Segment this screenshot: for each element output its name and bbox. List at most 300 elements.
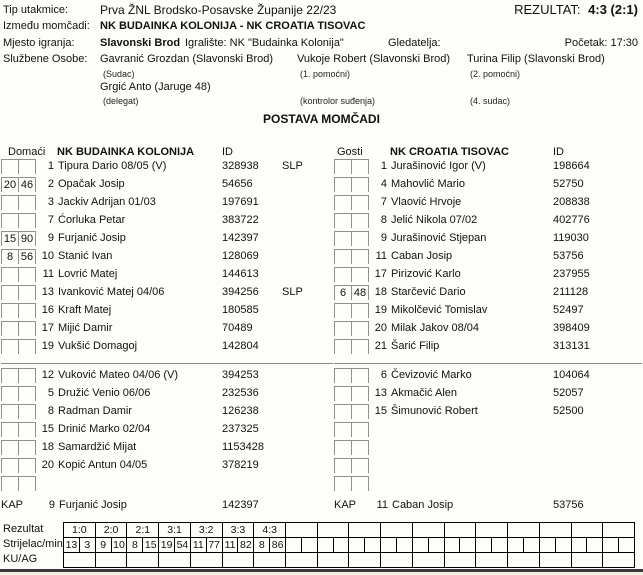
sub-in-minute-cell[interactable] [334,368,352,383]
scorer-pair-cell [254,538,286,553]
player-name: Milak Jakov 08/04 [391,322,480,334]
scorer-minute-cell[interactable] [334,538,350,553]
scorer-number-cell[interactable] [445,538,461,553]
scorer-minute-cell[interactable] [397,538,413,553]
scorer-pair-cell [603,538,635,553]
player-id: 53756 [553,250,584,262]
player-name: Mijić Damir [58,322,113,334]
scorer-pair-cell [413,538,445,553]
player-number: 11 [375,250,387,262]
kuag-row-label: KU/AG [3,553,38,565]
scorer-number-cell[interactable] [286,538,302,553]
sub-in-minute-cell[interactable]: 20 [1,177,19,192]
player-name: Opačak Josip [58,178,125,190]
sub-in-minute-cell[interactable] [1,368,19,383]
player-row [334,386,642,404]
sub-out-minute-cell[interactable] [351,321,369,336]
sub-out-minute-cell[interactable] [351,458,369,473]
sub-out-minute-cell[interactable] [351,303,369,318]
player-id: 1153428 [222,441,265,453]
player-name: Drinić Marko 02/04 [58,423,151,435]
result-cell[interactable]: 3:2 [191,523,223,538]
player-id: 398409 [553,322,590,334]
sub-in-minute-cell[interactable] [334,231,352,246]
result-header [514,2,638,17]
sub-in-minute-cell[interactable] [334,386,352,401]
score-scorers-row [64,538,635,553]
away-starters-list [334,159,642,357]
player-row [1,231,333,249]
away-subs-divider [334,363,642,364]
scorer-minute-cell[interactable]: 3 [80,538,96,553]
venue-label: Mjesto igranja: [3,37,75,49]
kuag-cell[interactable] [286,553,318,568]
sub-in-minute-cell[interactable] [1,440,19,455]
player-number: 17 [374,268,387,280]
player-number: 13 [374,387,387,399]
sub-out-minute-cell[interactable] [18,440,36,455]
sub-in-minute-cell[interactable]: 8 [1,249,19,264]
sub-out-minute-cell[interactable]: 46 [18,177,36,192]
scorer-minute-cell[interactable]: 86 [270,538,286,553]
sub-in-minute-cell[interactable] [1,386,19,401]
player-name: Kraft Matej [58,304,112,316]
player-id: 142397 [222,232,259,244]
player-id: 383722 [222,214,259,226]
player-row [1,386,333,404]
sub-in-minute-cell[interactable] [334,476,352,491]
scorer-number-cell[interactable] [381,538,397,553]
scorer-number-cell[interactable]: 11 [223,538,239,553]
kuag-cell[interactable] [127,553,159,568]
sub-in-minute-cell[interactable] [1,321,19,336]
scorer-pair-cell [381,538,413,553]
kuag-cell[interactable] [445,553,477,568]
kuag-cell[interactable] [349,553,381,568]
player-number: 18 [41,441,54,453]
sub-out-minute-cell[interactable] [18,267,36,282]
sub-in-minute-cell[interactable] [1,303,19,318]
player-number: 7 [47,214,54,226]
player-number: 20 [374,322,387,334]
sub-in-minute-cell[interactable] [334,177,352,192]
sub-in-minute-cell[interactable] [1,458,19,473]
sub-out-minute-cell[interactable] [18,386,36,401]
player-name: Radman Damir [58,405,132,417]
scorer-number-cell[interactable] [572,538,588,553]
scorer-number-cell[interactable] [508,538,524,553]
player-number: 1 [380,160,387,172]
result-cell[interactable] [445,523,477,538]
result-cell[interactable] [318,523,350,538]
player-row [334,368,642,386]
player-name: Caban Josip [391,250,453,262]
scorer-minute-cell[interactable]: 54 [175,538,191,553]
sub-in-minute-cell[interactable] [334,267,352,282]
sub-out-minute-cell[interactable] [18,458,36,473]
scorer-pair-cell [96,538,128,553]
assistant2-name: Turina Filip (Slavonski Brod) [467,53,605,65]
sub-in-minute-cell[interactable]: 15 [1,231,19,246]
scorer-number-cell[interactable] [413,538,429,553]
player-row [334,285,642,303]
sub-out-minute-cell[interactable] [18,195,36,210]
player-id: 211128 [553,286,589,298]
player-id: 52497 [553,304,584,316]
player-number: 7 [380,196,387,208]
home-captain-label: KAP [1,499,24,511]
player-id: 394253 [222,369,259,381]
scorer-number-cell[interactable]: 11 [191,538,207,553]
player-number: 9 [47,232,54,244]
sub-out-minute-cell[interactable] [351,231,369,246]
away-captain-name: Caban Josip [392,499,454,511]
player-number: 20 [41,459,54,471]
scorer-number-cell[interactable]: 9 [96,538,112,553]
officials-label: Službene Osobe: [3,53,88,65]
player-id: 378219 [222,459,259,471]
kuag-cell[interactable] [191,553,223,568]
scorer-number-cell[interactable] [603,538,619,553]
player-row [334,159,642,177]
scorer-row-label: Strijelac/min [3,538,63,550]
sub-out-minute-cell[interactable] [351,404,369,419]
home-captain-name: Furjanić Josip [59,499,127,511]
sub-in-minute-cell[interactable] [334,249,352,264]
player-name: Pirizović Karlo [391,268,461,280]
scorer-number-cell[interactable] [349,538,365,553]
sub-in-minute-cell[interactable] [1,476,19,491]
player-name: Tipura Dario 08/05 (V) [58,160,167,172]
result-cell[interactable] [476,523,508,538]
score-timeline-grid [63,522,635,568]
sub-in-minute-cell[interactable] [334,321,352,336]
player-row [1,440,333,458]
score-kuag-row [64,553,635,568]
scorer-minute-cell[interactable] [365,538,381,553]
scorer-minute-cell[interactable] [492,538,508,553]
sub-in-minute-cell[interactable] [334,422,352,437]
scorer-pair-cell [127,538,159,553]
player-id: 128069 [222,250,259,262]
result-cell[interactable]: 3:3 [223,523,255,538]
player-id: 237955 [553,268,590,280]
sub-in-minute-cell[interactable]: 6 [334,285,352,300]
player-row [334,177,642,195]
sub-out-minute-cell[interactable] [18,404,36,419]
scorer-pair-cell [508,538,540,553]
player-name: Šimunović Robert [391,405,478,417]
score-results-row [64,523,635,538]
teams-value: NK BUDAINKA KOLONIJA - NK CROATIA TISOVAC [100,20,366,32]
sub-out-minute-cell[interactable] [18,285,36,300]
player-number: 21 [374,340,387,352]
player-name: Vuković Mateo 04/06 (V) [58,369,179,381]
result-cell[interactable] [508,523,540,538]
player-row [334,422,642,440]
player-id: 198664 [553,160,590,172]
result-cell[interactable] [381,523,413,538]
scorer-number-cell[interactable] [476,538,492,553]
sub-out-minute-cell[interactable] [18,159,36,174]
result-cell[interactable]: 4:3 [254,523,286,538]
kuag-cell[interactable] [603,553,635,568]
sub-out-minute-cell[interactable] [18,339,36,354]
player-name: Jurašinović Stjepan [391,232,487,244]
scorer-minute-cell[interactable]: 10 [112,538,128,553]
result-cell[interactable]: 2:1 [127,523,159,538]
sub-out-minute-cell[interactable] [351,159,369,174]
kuag-cell[interactable] [159,553,191,568]
home-subs-list [1,368,333,494]
result-cell[interactable] [572,523,604,538]
result-cell[interactable] [603,523,635,538]
sub-out-minute-cell[interactable] [351,177,369,192]
player-number: 15 [374,405,387,417]
kuag-cell[interactable] [381,553,413,568]
kickoff-time: Početak: 17:30 [564,37,638,49]
player-name: Kopić Antun 04/05 [58,459,148,471]
result-cell[interactable] [286,523,318,538]
scorer-pair-cell [445,538,477,553]
sub-in-minute-cell[interactable] [1,404,19,419]
player-number: 19 [41,340,54,352]
sub-out-minute-cell[interactable] [351,195,369,210]
scorer-pair-cell [64,538,96,553]
scorer-minute-cell[interactable]: 82 [238,538,254,553]
lineups-title: POSTAVA MOMČADI [263,112,380,126]
player-row [334,476,642,494]
player-name: Družić Venio 06/06 [58,387,151,399]
sub-in-minute-cell[interactable] [1,195,19,210]
player-row [1,458,333,476]
sub-out-minute-cell[interactable]: 48 [351,285,369,300]
scorer-minute-cell[interactable] [429,538,445,553]
delegate-name: Grgić Anto (Jaruge 48) [100,81,211,93]
player-row [1,404,333,422]
player-row [334,321,642,339]
player-number: 12 [41,369,54,381]
sub-out-minute-cell[interactable] [351,249,369,264]
result-cell[interactable] [349,523,381,538]
sub-out-minute-cell[interactable]: 56 [18,249,36,264]
player-row [334,404,642,422]
kuag-cell[interactable] [64,553,96,568]
kuag-cell[interactable] [318,553,350,568]
assistant2-role-label: (2. pomoćni) [470,69,521,79]
scorer-number-cell[interactable]: 8 [127,538,143,553]
sub-out-minute-cell[interactable] [18,303,36,318]
player-id: 52500 [553,405,584,417]
player-number: 18 [374,286,387,298]
result-cell[interactable] [540,523,572,538]
player-row [1,177,333,195]
player-id: 237325 [222,423,259,435]
scorer-number-cell[interactable]: 13 [64,538,80,553]
player-name: Samardžić Mijat [58,441,137,453]
away-captain-row [334,498,642,516]
scorer-pair-cell [349,538,381,553]
player-tag: SLP [282,286,303,298]
result-cell[interactable]: 2:0 [96,523,128,538]
away-roster [334,146,642,516]
kuag-cell[interactable] [254,553,286,568]
kuag-cell[interactable] [223,553,255,568]
player-name: Vukšić Domagoj [58,340,138,352]
sub-out-minute-cell[interactable] [351,440,369,455]
sub-in-minute-cell[interactable] [1,213,19,228]
sub-out-minute-cell[interactable] [351,213,369,228]
scorer-pair-cell [223,538,255,553]
player-number: 10 [41,250,54,262]
sub-in-minute-cell[interactable] [1,422,19,437]
sub-in-minute-cell[interactable] [334,303,352,318]
sub-out-minute-cell[interactable] [351,368,369,383]
kuag-cell[interactable] [508,553,540,568]
sub-in-minute-cell[interactable] [334,440,352,455]
player-number: 16 [41,304,54,316]
home-captain-id: 142397 [222,499,259,511]
scorer-number-cell[interactable]: 8 [254,538,270,553]
sub-out-minute-cell[interactable] [351,422,369,437]
assistant1-name: Vukoje Robert (Slavonski Brod) [297,53,451,65]
controller-role-label: (kontrolor suđenja) [300,96,376,106]
home-captain-row [1,498,333,516]
player-row [1,195,333,213]
scorer-pair-cell [540,538,572,553]
sub-in-minute-cell[interactable] [334,213,352,228]
scorer-minute-cell[interactable] [524,538,540,553]
player-id: 52057 [553,387,584,399]
sub-in-minute-cell[interactable] [334,339,352,354]
sub-in-minute-cell[interactable] [1,267,19,282]
sub-out-minute-cell[interactable] [351,476,369,491]
scorer-number-cell[interactable] [540,538,556,553]
scorer-minute-cell[interactable]: 15 [143,538,159,553]
scorer-pair-cell [159,538,191,553]
player-id: 126238 [222,405,259,417]
player-number: 1 [47,160,54,172]
scorer-pair-cell [286,538,318,553]
player-id: 180585 [222,304,259,316]
player-id: 119030 [553,232,589,244]
sub-out-minute-cell[interactable] [351,267,369,282]
sub-out-minute-cell[interactable] [18,368,36,383]
player-row [1,368,333,386]
player-name: Stanić Ivan [58,250,113,262]
assistant1-role-label: (1. pomoćni) [300,69,351,79]
stadium-value: Igralište: NK "Budainka Kolonija" [185,37,344,49]
home-team-name: NK BUDAINKA KOLONIJA [57,146,195,158]
player-number: 4 [380,178,387,190]
sub-in-minute-cell[interactable] [334,195,352,210]
player-row [1,267,333,285]
away-captain-number: 11 [376,499,388,511]
kuag-cell[interactable] [540,553,572,568]
sub-in-minute-cell[interactable] [1,285,19,300]
player-number: 8 [380,214,387,226]
kuag-cell[interactable] [96,553,128,568]
player-id: 402776 [553,214,590,226]
player-row [334,267,642,285]
player-name: Jurašinović Igor (V) [391,160,486,172]
player-row [334,213,642,231]
sub-out-minute-cell[interactable] [351,339,369,354]
home-id-column-label: ID [222,146,233,158]
spectators-label: Gledatelja: [388,37,441,49]
result-cell[interactable]: 1:0 [64,523,96,538]
scorer-number-cell[interactable]: 19 [159,538,175,553]
scorer-minute-cell[interactable]: 77 [207,538,223,553]
kuag-cell[interactable] [476,553,508,568]
player-number: 19 [374,304,387,316]
player-name: Starčević Dario [391,286,466,298]
player-name: Šarić Filip [391,340,440,352]
player-number: 6 [380,369,387,381]
player-name: Jelić Nikola 07/02 [391,214,478,226]
player-row [1,321,333,339]
player-id: 232536 [222,387,259,399]
player-id: 328938 [222,160,259,172]
sub-out-minute-cell[interactable] [18,321,36,336]
player-row [334,440,642,458]
scorer-minute-cell[interactable] [556,538,572,553]
sub-in-minute-cell[interactable] [334,458,352,473]
sub-out-minute-cell[interactable] [351,386,369,401]
sub-out-minute-cell[interactable] [18,213,36,228]
player-id: 54656 [222,178,253,190]
player-name: Mikolčević Tomislav [391,304,488,316]
player-row [1,303,333,321]
sub-out-minute-cell[interactable] [18,476,36,491]
home-starters-list [1,159,333,357]
sub-in-minute-cell[interactable] [1,159,19,174]
player-row [334,458,642,476]
player-id: 52750 [553,178,584,190]
player-number: 15 [41,423,54,435]
kuag-cell[interactable] [413,553,445,568]
result-cell[interactable] [413,523,445,538]
sub-in-minute-cell[interactable] [334,404,352,419]
scorer-number-cell[interactable] [318,538,334,553]
player-row [1,249,333,267]
scorer-minute-cell[interactable] [302,538,318,553]
result-label: REZULTAT: [514,2,581,17]
venue-value: Slavonski Brod [100,37,181,49]
match-type-label: Tip utakmice: [3,4,69,16]
fourth-official-role-label: (4. sudac) [470,96,511,106]
sub-out-minute-cell[interactable]: 90 [18,231,36,246]
scorer-minute-cell[interactable] [460,538,476,553]
sub-in-minute-cell[interactable] [334,159,352,174]
kuag-cell[interactable] [572,553,604,568]
player-name: Akmačić Alen [391,387,458,399]
scorer-pair-cell [318,538,350,553]
player-number: 2 [47,178,54,190]
scorer-minute-cell[interactable] [619,538,635,553]
player-name: Mahovlić Mario [391,178,465,190]
player-name: Lovrić Matej [58,268,118,280]
result-cell[interactable]: 3:1 [159,523,191,538]
scorer-pair-cell [191,538,223,553]
player-row [334,249,642,267]
sub-in-minute-cell[interactable] [1,339,19,354]
scorer-minute-cell[interactable] [587,538,603,553]
player-number: 3 [47,196,54,208]
sub-out-minute-cell[interactable] [18,422,36,437]
player-row [1,339,333,357]
result-value: 4:3 (2:1) [588,2,638,17]
